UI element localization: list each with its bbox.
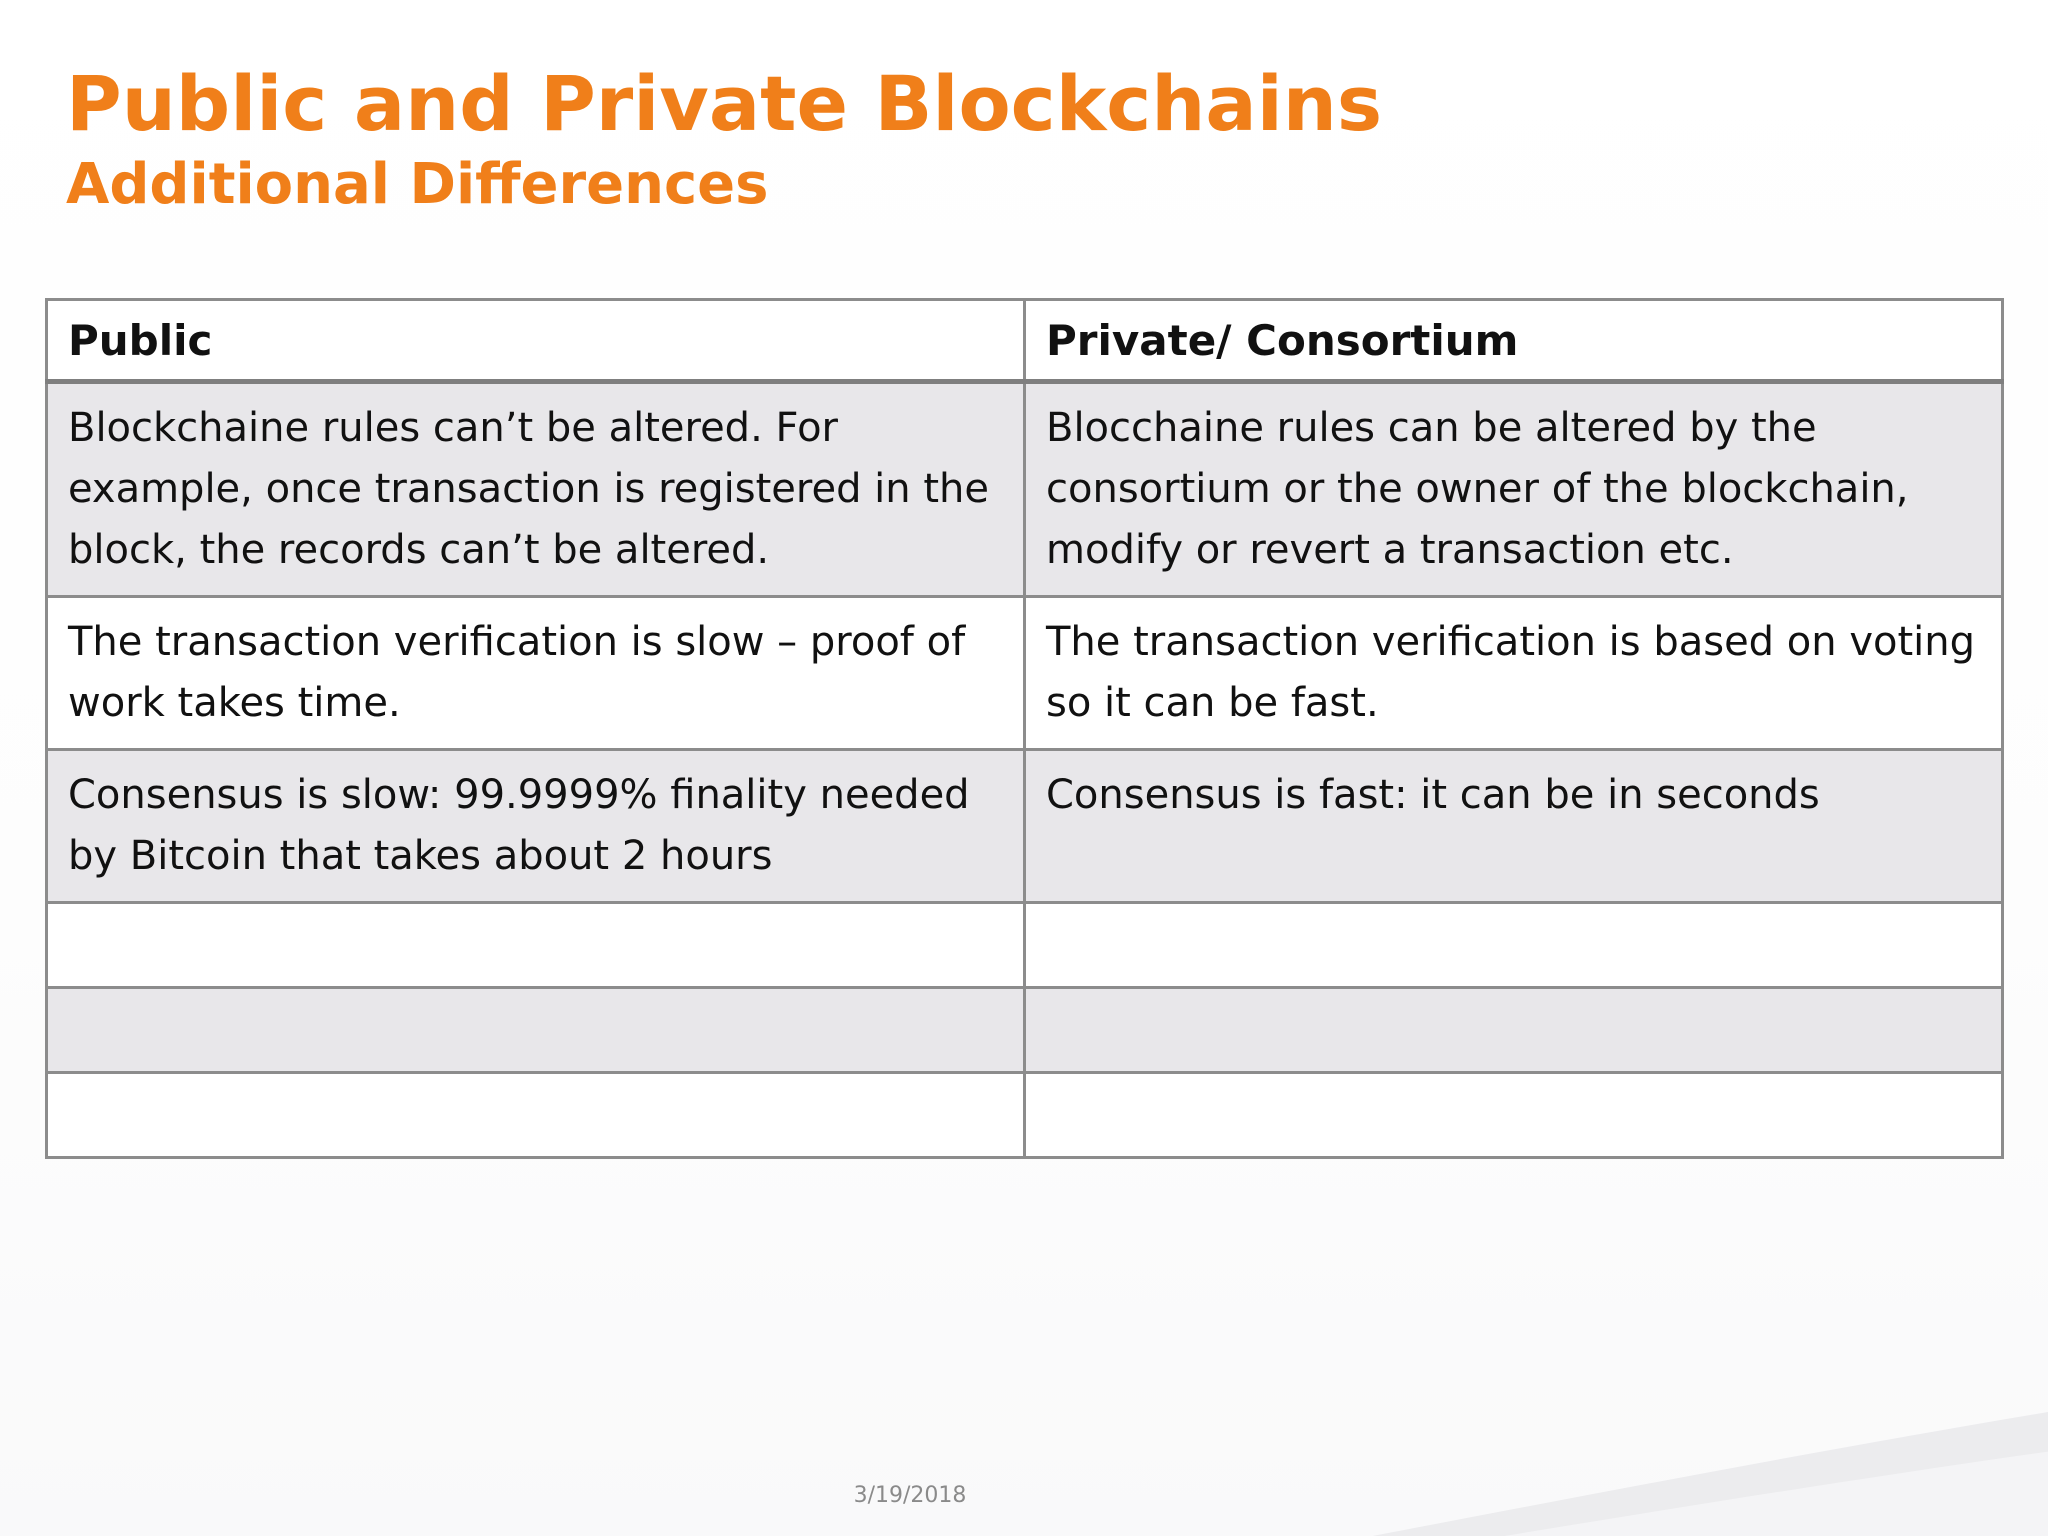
table-cell <box>47 1073 1025 1158</box>
table-cell <box>47 903 1025 988</box>
table-row <box>47 988 2003 1073</box>
table-cell: Blockchaine rules can’t be altered. For example, once transaction is registered in the block, the records can’t be altered. <box>47 382 1025 597</box>
table-cell <box>1025 903 2003 988</box>
table-cell: Consensus is fast: it can be in seconds <box>1025 750 2003 903</box>
table-cell: Consensus is slow: 99.9999% finality needed by Bitcoin that takes about 2 hours <box>47 750 1025 903</box>
table-cell <box>1025 988 2003 1073</box>
slide-subtitle: Additional Differences <box>66 152 769 217</box>
table-cell: The transaction verification is based on voting so it can be fast. <box>1025 597 2003 750</box>
slide-date: 3/19/2018 <box>853 1483 967 1508</box>
comparison-table <box>45 298 2004 1159</box>
table-row <box>47 597 2003 750</box>
table-row <box>47 382 2003 597</box>
table-row <box>47 1073 2003 1158</box>
slide-title: Public and Private Blockchains <box>66 59 1383 148</box>
table-row <box>47 903 2003 988</box>
table-row <box>47 750 2003 903</box>
table-cell: The transaction verification is slow – proof of work takes time. <box>47 597 1025 750</box>
decorative-swoosh <box>1300 1390 2048 1536</box>
column-header-public: Public <box>47 300 1025 382</box>
table-header-row <box>47 300 2003 382</box>
column-header-private: Private/ Consortium <box>1025 300 2003 382</box>
table-cell <box>1025 1073 2003 1158</box>
table-cell <box>47 988 1025 1073</box>
table-cell: Blocchaine rules can be altered by the consortium or the owner of the blockchain, modify or revert a transaction etc. <box>1025 382 2003 597</box>
